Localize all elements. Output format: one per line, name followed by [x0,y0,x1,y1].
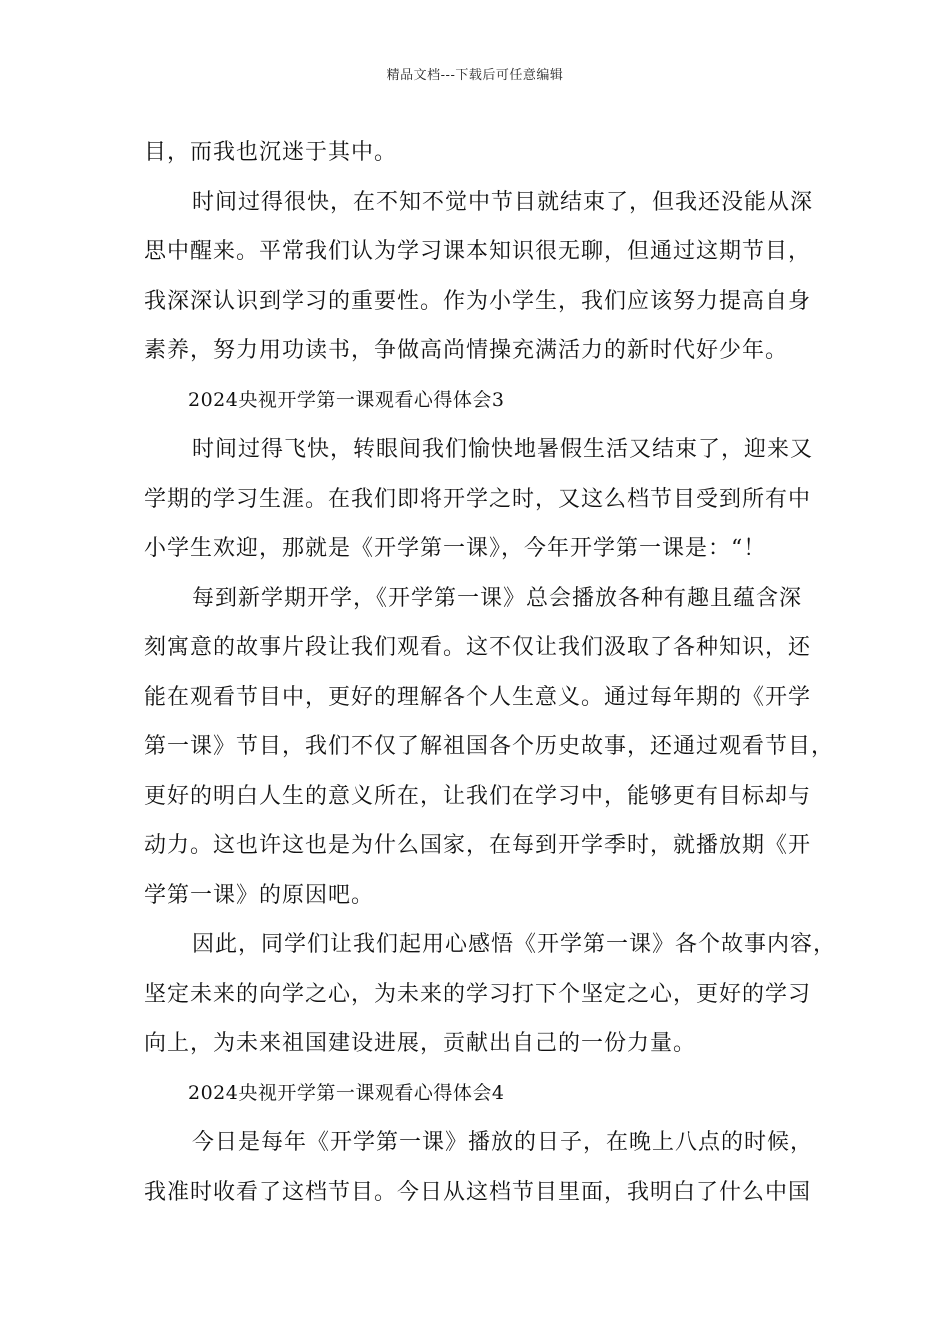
text-line: 我深深认识到学习的重要性。作为小学生，我们应该努力提高自身 [144,288,812,314]
text-line: 坚定未来的向学之心，为未来的学习打下个坚定之心，更好的学习 [144,981,812,1007]
page-header: 精品文档---下载后可任意编辑 [386,68,564,83]
text-line: 第一课》节目，我们不仅了解祖国各个历史故事，还通过观看节目， [144,734,835,759]
text-line: 能在观看节目中，更好的理解各个人生意义。通过每年期的《开学 [144,684,812,710]
section-heading-3: 2024央视开学第一课观看心得体会3 [188,388,505,411]
paragraph-start: 今日是每年《开学第一课》播放的日子，在晚上八点的时候， [192,1130,814,1155]
text-line: 学第一课》的原因吧。 [144,882,375,908]
document-body [144,128,837,1217]
text-line: 我准时收看了这档节目。今日从这档节目里面，我明白了什么中国 [144,1179,812,1205]
text-line: 思中醒来。平常我们认为学习课本知识很无聊，但通过这期节目， [144,239,812,264]
text-line: 更好的明白人生的意义所在，让我们在学习中，能够更有目标却与 [144,783,812,809]
text-line: 目，而我也沉迷于其中。 [144,140,398,165]
text-line: 向上，为未来祖国建设进展，贡献出自己的一份力量。 [144,1031,697,1056]
text-line: 动力。这也许这也是为什么国家，在每到开学季时，就播放期《开 [144,833,812,858]
text-line: 刻寓意的故事片段让我们观看。这不仅让我们汲取了各种知识，还 [144,635,812,660]
paragraph-start: 因此，同学们让我们起用心感悟《开学第一课》各个故事内容， [192,932,837,957]
paragraph-start: 每到新学期开学，《开学第一课》总会播放各种有趣且蕴含深 [192,585,803,611]
text-line: 小学生欢迎，那就是《开学第一课》，今年开学第一课是：“！ [144,536,767,561]
text-line: 学期的学习生涯。在我们即将开学之时，又这么档节目受到所有中 [144,486,812,512]
paragraph-start: 时间过得很快，在不知不觉中节目就结束了，但我还没能从深 [192,189,814,215]
paragraph-start: 时间过得飞快，转眼间我们愉快地暑假生活又结束了，迎来又 [192,437,814,462]
section-heading-4: 2024央视开学第一课观看心得体会4 [188,1081,505,1104]
text-line: 素养，努力用功读书，争做高尚情操充满活力的新时代好少年。 [144,338,789,363]
